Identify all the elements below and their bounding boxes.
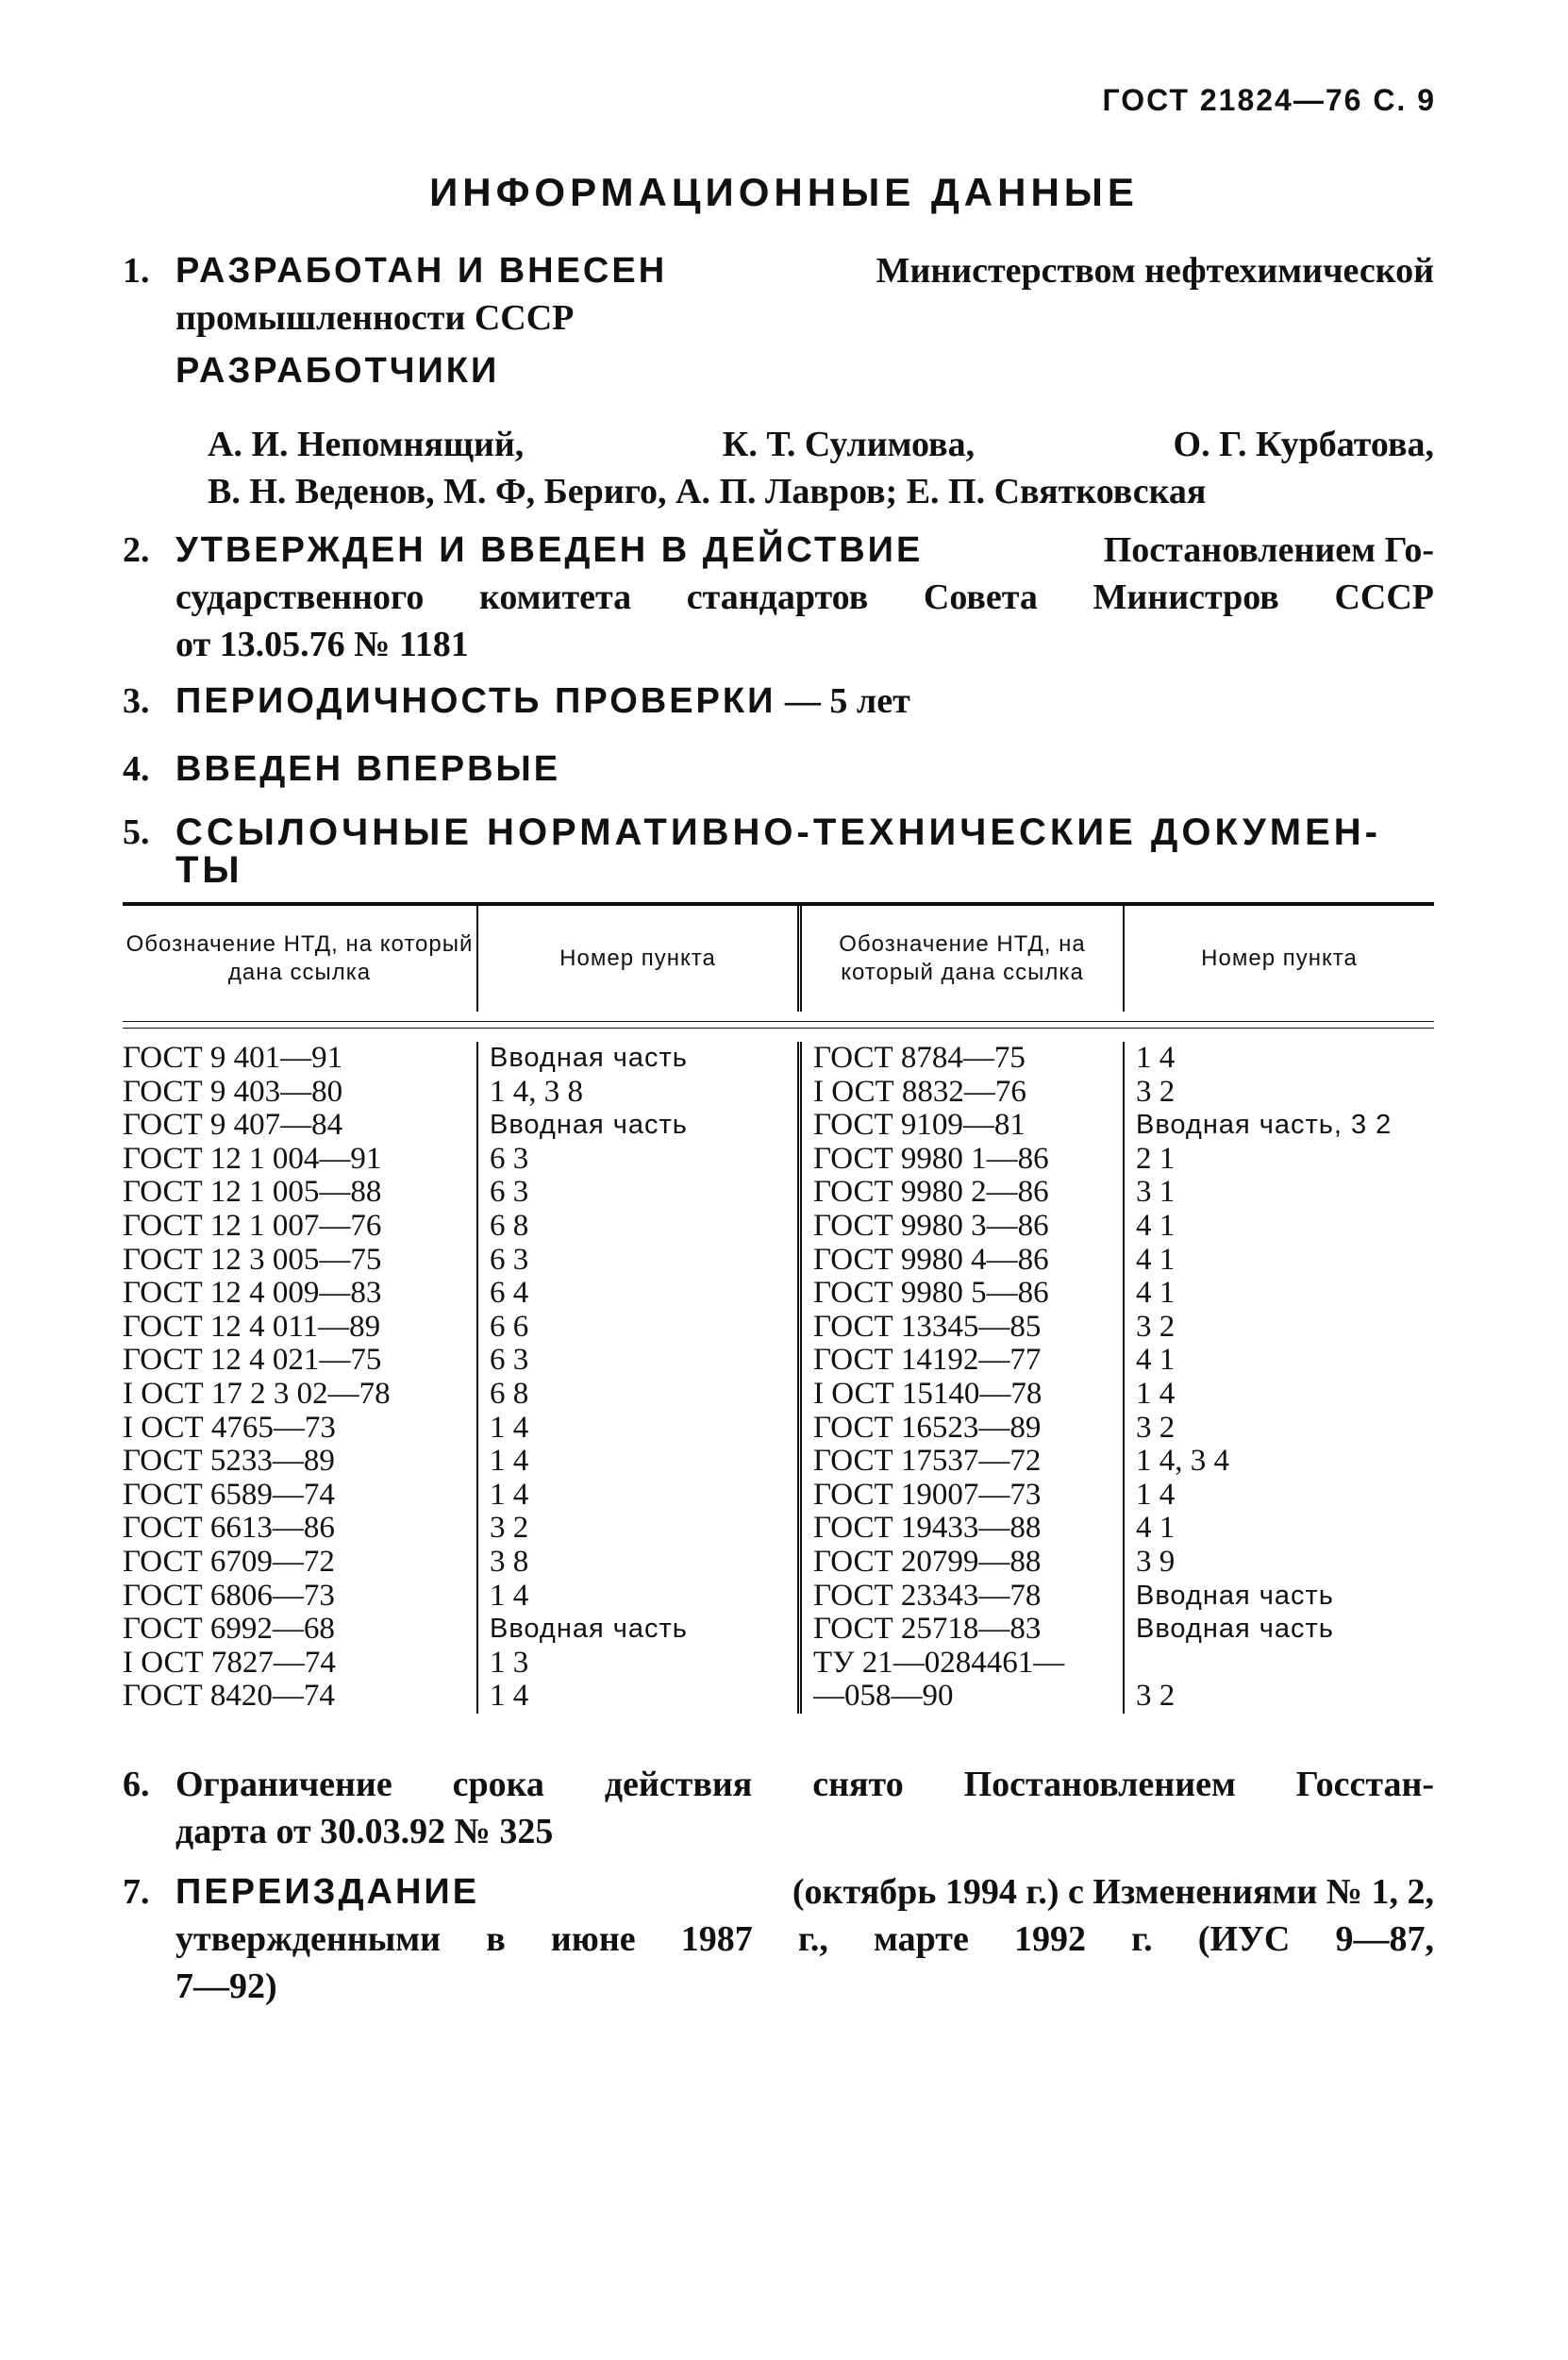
item-number: 7.: [123, 1872, 150, 1912]
item-text: Постановлением Го-: [1103, 530, 1434, 570]
item-text: 7—92): [175, 1967, 277, 2006]
clause-number-cell: 3 9: [1136, 1545, 1176, 1579]
clause-number-cell: 1 4: [490, 1680, 529, 1714]
doc-designation-cell: ГОСТ 9980 5—86: [813, 1277, 1049, 1311]
doc-designation-cell: ГОСТ 17537—72: [813, 1445, 1042, 1479]
clause-number-cell: 4 1: [1136, 1344, 1176, 1378]
item-number: 6.: [123, 1765, 150, 1804]
clause-number-cell: [1136, 1647, 1434, 1681]
clause-number-cell: Вводная часть: [490, 1110, 688, 1141]
item-text: Ограничение срока действия снято Постановлением Госстан-: [175, 1765, 1434, 1804]
doc-designation-cell: I ОСТ 17 2 3 02—78: [123, 1377, 391, 1411]
doc-designation-cell: I ОСТ 4765—73: [123, 1411, 336, 1445]
doc-designation-cell: ГОСТ 20799—88: [813, 1545, 1042, 1579]
info-item-3: [123, 678, 1434, 725]
developer-name: К. Т. Сулимова,: [722, 425, 976, 464]
clause-number-cell: 1 4: [490, 1579, 529, 1613]
item-text: от 13.05.76 № 1181: [175, 625, 469, 664]
item-number: 2.: [123, 530, 150, 570]
doc-designation-cell: ГОСТ 12 4 009—83: [123, 1277, 382, 1311]
clause-number-cell: 6 4: [490, 1277, 529, 1311]
clause-number-cell: 6 8: [490, 1377, 529, 1411]
doc-designation-cell: ГОСТ 12 1 004—91: [123, 1142, 382, 1176]
item-text: промышленности СССР: [175, 298, 575, 338]
header-cell: Номер пункта: [1123, 906, 1434, 1012]
clause-number-cell: 6 6: [490, 1310, 529, 1344]
doc-designation-cell: ГОСТ 12 4 011—89: [123, 1310, 381, 1344]
item-heading: ВВЕДЕН ВПЕРВЫЕ: [175, 749, 561, 789]
item-text: Министерством нефтехимической: [876, 251, 1434, 291]
clause-number-cell: 1 4, 3 4: [1136, 1445, 1229, 1479]
developers-list: [208, 421, 1434, 515]
doc-designation-cell: ГОСТ 6806—73: [123, 1579, 335, 1613]
info-item-6: [123, 1761, 1434, 1855]
doc-designation-cell: ГОСТ 8784—75: [813, 1042, 1026, 1075]
page-title: ИНФОРМАЦИОННЫЕ ДАННЫЕ: [429, 170, 1139, 214]
info-item-2: [123, 527, 1434, 668]
developer-name: О. Г. Курбатова,: [1173, 425, 1434, 464]
clause-number-cell: 2 1: [1136, 1142, 1176, 1176]
doc-designation-cell: ГОСТ 9980 4—86: [813, 1243, 1049, 1277]
clause-number-cell: 3 2: [1136, 1075, 1176, 1109]
clause-number-cell: 4 1: [1136, 1512, 1176, 1546]
clause-number-cell: 1 4: [1136, 1478, 1176, 1512]
clause-number-cell: 1 4, 3 8: [490, 1075, 583, 1109]
header-cell: Обозначение НТД, на который дана ссылка: [797, 906, 1123, 1012]
info-item-1: [123, 247, 1434, 342]
clause-number-cell: Вводная часть: [490, 1043, 688, 1073]
clause-number-cell: 4 1: [1136, 1209, 1176, 1243]
item-text: утвержденными в июне 1987 г., марте 1992 г. (ИУС 9—87,: [175, 1919, 1434, 1959]
clause-column-left: [476, 1042, 797, 1714]
clause-number-cell: 4 1: [1136, 1277, 1176, 1311]
doc-designation-cell: ГОСТ 16523—89: [813, 1411, 1042, 1445]
clause-number-cell: 6 3: [490, 1344, 529, 1378]
doc-designation-cell: I ОСТ 8832—76: [813, 1075, 1026, 1109]
clause-number-cell: Вводная часть, 3 2: [1136, 1110, 1393, 1141]
doc-designation-cell: ГОСТ 14192—77: [813, 1344, 1042, 1378]
table-header: [123, 906, 1434, 1012]
doc-designation-cell: ГОСТ 13345—85: [813, 1310, 1042, 1344]
doc-designation-cell: ГОСТ 19007—73: [813, 1478, 1042, 1512]
doc-designation-cell: ГОСТ 9980 2—86: [813, 1176, 1049, 1210]
clause-number-cell: 4 1: [1136, 1243, 1176, 1277]
info-item-5: [123, 813, 1434, 889]
item-number: 3.: [123, 681, 150, 721]
clause-column-right: [1123, 1042, 1434, 1714]
item-heading: ПЕРЕИЗДАНИЕ: [175, 1872, 480, 1912]
item-heading: ПЕРИОДИЧНОСТЬ ПРОВЕРКИ: [175, 681, 776, 721]
clause-number-cell: 6 8: [490, 1209, 529, 1243]
developer-name: А. И. Непомнящий,: [208, 425, 525, 464]
doc-designation-cell: ГОСТ 6992—68: [123, 1613, 335, 1647]
clause-number-cell: Вводная часть: [1136, 1614, 1334, 1645]
doc-column-left: [123, 1042, 476, 1714]
developers-label: РАЗРАБОТЧИКИ: [175, 351, 500, 391]
doc-designation-cell: ГОСТ 12 1 005—88: [123, 1176, 382, 1210]
doc-designation-cell: ГОСТ 9 401—91: [123, 1042, 343, 1075]
clause-number-cell: Вводная часть: [1136, 1580, 1334, 1611]
doc-designation-cell: ГОСТ 9 403—80: [123, 1075, 343, 1109]
clause-number-cell: 1 4: [490, 1411, 529, 1445]
doc-designation-cell: ГОСТ 12 1 007—76: [123, 1209, 382, 1243]
doc-designation-cell: I ОСТ 15140—78: [813, 1377, 1043, 1411]
doc-designation-cell: —058—90: [813, 1680, 954, 1714]
developer-names: В. Н. Веденов, М. Ф, Бериго, А. П. Лавров; Е. П. Святковская: [208, 472, 1207, 511]
doc-column-right: [797, 1042, 1123, 1714]
item-text: (октябрь 1994 г.) с Изменениями № 1, 2,: [792, 1872, 1434, 1912]
clause-number-cell: 3 2: [1136, 1310, 1176, 1344]
doc-designation-cell: ГОСТ 5233—89: [123, 1445, 335, 1479]
item-heading: ТЫ: [175, 849, 243, 891]
item-heading: РАЗРАБОТАН И ВНЕСЕН: [175, 251, 668, 291]
clause-number-cell: 1 4: [490, 1445, 529, 1479]
doc-designation-cell: ГОСТ 12 3 005—75: [123, 1243, 382, 1277]
clause-number-cell: 6 3: [490, 1176, 529, 1210]
clause-number-cell: 1 3: [490, 1646, 529, 1680]
doc-designation-cell: I ОСТ 7827—74: [123, 1646, 336, 1680]
header-cell: Номер пункта: [476, 906, 797, 1012]
clause-number-cell: 6 3: [490, 1243, 529, 1277]
clause-number-cell: 3 2: [490, 1512, 529, 1546]
item-number: 4.: [123, 749, 150, 789]
doc-designation-cell: ГОСТ 23343—78: [813, 1579, 1042, 1613]
item-text: дарта от 30.03.92 № 325: [175, 1812, 554, 1851]
clause-number-cell: Вводная часть: [490, 1614, 688, 1645]
doc-designation-cell: ГОСТ 9109—81: [813, 1109, 1026, 1143]
doc-designation-cell: ТУ 21—0284461—: [813, 1646, 1065, 1680]
header-cell: Обозначение НТД, на который дана ссылка: [125, 931, 474, 985]
item-heading: ССЫЛОЧНЫЕ НОРМАТИВНО-ТЕХНИЧЕСКИЕ ДОКУМЕН-: [175, 812, 1381, 853]
doc-designation-cell: ГОСТ 19433—88: [813, 1512, 1042, 1546]
doc-designation-cell: ГОСТ 9 407—84: [123, 1109, 343, 1143]
page-header: ГОСТ 21824—76 С. 9: [1102, 83, 1436, 117]
item-heading: УТВЕРЖДЕН И ВВЕДЕН В ДЕЙСТВИЕ: [175, 530, 924, 570]
doc-designation-cell: ГОСТ 25718—83: [813, 1613, 1042, 1647]
item-number: 1.: [123, 251, 150, 291]
clause-number-cell: 6 3: [490, 1142, 529, 1176]
info-item-4: [123, 745, 1434, 793]
doc-designation-cell: ГОСТ 9980 3—86: [813, 1209, 1049, 1243]
doc-designation-cell: ГОСТ 6613—86: [123, 1512, 335, 1546]
doc-designation-cell: ГОСТ 12 4 021—75: [123, 1344, 382, 1378]
clause-number-cell: 3 2: [1136, 1680, 1176, 1714]
clause-number-cell: 1 4: [1136, 1042, 1176, 1075]
doc-designation-cell: ГОСТ 8420—74: [123, 1680, 335, 1714]
doc-designation-cell: ГОСТ 6709—72: [123, 1545, 335, 1579]
info-item-7: [123, 1868, 1434, 2010]
clause-number-cell: 1 4: [1136, 1377, 1176, 1411]
doc-designation-cell: ГОСТ 9980 1—86: [813, 1142, 1049, 1176]
item-number: 5.: [123, 812, 150, 852]
clause-number-cell: 1 4: [490, 1478, 529, 1512]
table-body: [123, 1042, 1434, 1714]
clause-number-cell: 3 1: [1136, 1176, 1176, 1210]
item-text: — 5 лет: [784, 681, 910, 721]
clause-number-cell: 3 8: [490, 1545, 529, 1579]
clause-number-cell: 3 2: [1136, 1411, 1176, 1445]
doc-designation-cell: ГОСТ 6589—74: [123, 1478, 335, 1512]
references-table: [123, 902, 1434, 1714]
item-text: сударственного комитета стандартов Совета Министров СССР: [175, 577, 1434, 617]
